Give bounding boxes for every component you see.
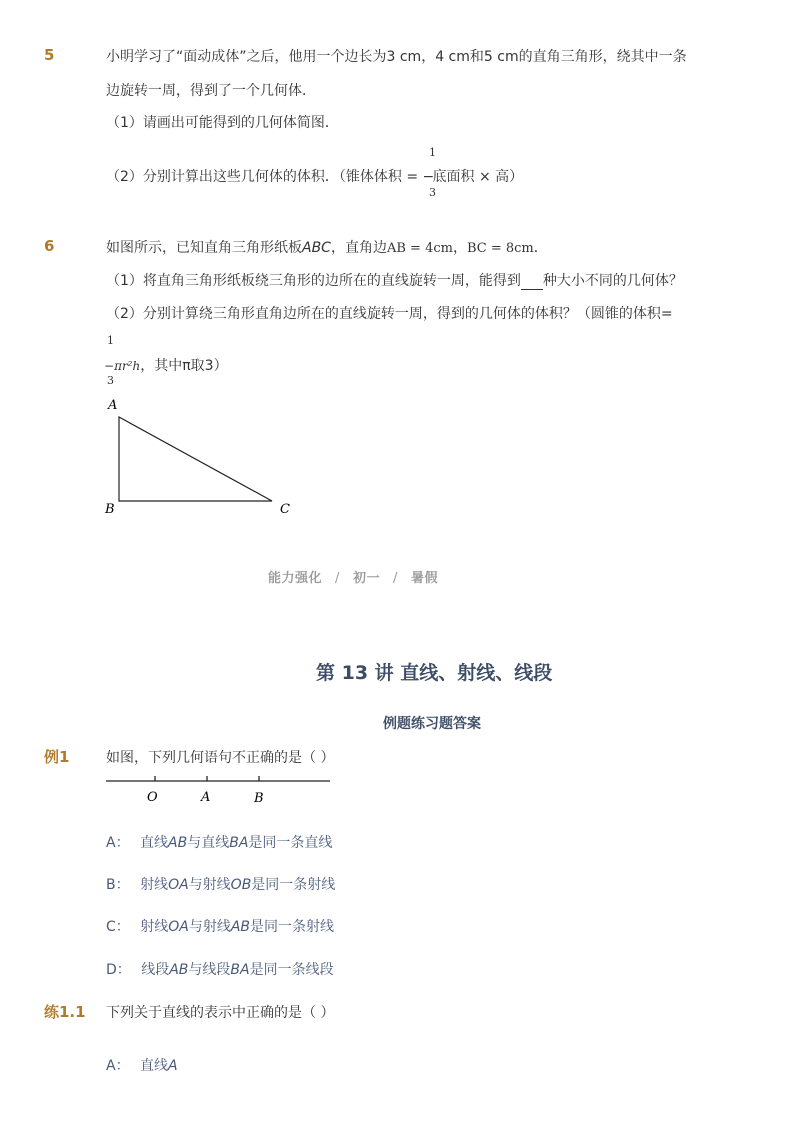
option-var: AB bbox=[230, 919, 251, 935]
option-text: 与线段 bbox=[188, 962, 231, 978]
page-footer bbox=[268, 567, 438, 586]
q6-formula-numerator: 1 bbox=[107, 334, 114, 347]
q6-line1-sep: ， bbox=[452, 240, 467, 256]
option-var: OA bbox=[168, 877, 189, 893]
option-var: BA bbox=[229, 835, 249, 851]
point-label-o: O bbox=[147, 790, 158, 805]
q6-line1 bbox=[106, 237, 548, 257]
pr11-option-a[interactable] bbox=[106, 1055, 178, 1075]
option-text: 是同一条射线 bbox=[250, 919, 335, 935]
q6-line1-pre: 如图所示，已知直角三角形纸板 bbox=[106, 240, 302, 256]
lecture-title: 第 13 讲 直线、射线、线段 bbox=[316, 662, 553, 684]
option-var: AB bbox=[169, 962, 189, 978]
option-var: OA bbox=[168, 919, 189, 935]
q6-formula-denominator: 3 bbox=[107, 374, 114, 387]
q5-frac-numerator: 1 bbox=[429, 146, 436, 159]
q5-part2-pre: （2）分别计算出这些几何体的体积．（锥体体积 = bbox=[106, 169, 423, 185]
q5-part2-post: 底面积 × 高） bbox=[432, 169, 524, 185]
ex1-question: 如图，下列几何语句不正确的是（ ） bbox=[106, 750, 335, 766]
option-text: 直线 bbox=[140, 835, 169, 851]
option-text: 与射线 bbox=[188, 919, 231, 935]
lecture-subtitle: 例题练习题答案 bbox=[383, 716, 481, 732]
option-text: 是同一条线段 bbox=[249, 962, 334, 978]
vertex-label-b: B bbox=[105, 502, 115, 517]
q6-part1 bbox=[106, 270, 683, 290]
footer-term: 暑假 bbox=[410, 571, 438, 586]
option-text: 与直线 bbox=[187, 835, 230, 851]
answer-blank bbox=[521, 275, 543, 290]
footer-subject: 能力强化 bbox=[268, 571, 323, 586]
practice-number-1-1: 练1.1 bbox=[44, 1003, 86, 1021]
q6-part1-pre: （1）将直角三角形纸板绕三角形的边所在的直线旋转一周，能得到 bbox=[106, 273, 521, 289]
footer-separator: / bbox=[335, 571, 340, 586]
q5-part2: （2）分别计算出这些几何体的体积．（锥体体积 = −底面积 × 高） bbox=[106, 169, 524, 185]
option-text: 射线 bbox=[140, 919, 169, 935]
q6-part1-post: 种大小不同的几何体？ bbox=[542, 273, 683, 289]
option-var: BA bbox=[230, 962, 250, 978]
vertex-label-c: C bbox=[280, 502, 290, 517]
option-label: A： bbox=[106, 1058, 130, 1074]
option-text: 射线 bbox=[140, 877, 169, 893]
option-var: A bbox=[168, 1058, 178, 1074]
point-label-b: B bbox=[254, 791, 264, 806]
option-label: D： bbox=[106, 962, 131, 978]
q5-line1: 小明学习了“面动成体”之后，他用一个边长为3 cm，4 cm和5 cm的直角三角形，绕其中一条 bbox=[106, 49, 687, 65]
ex1-option-d[interactable] bbox=[106, 959, 334, 979]
q5-part1: （1）请画出可能得到的几何体简图． bbox=[106, 115, 339, 131]
q5-line2: 边旋转一周，得到了一个几何体． bbox=[106, 83, 316, 99]
option-text: 是同一条射线 bbox=[251, 877, 336, 893]
q6-formula: −πr²h，其中π取3） bbox=[104, 358, 228, 374]
q6-bc-length: BC = 8cm bbox=[466, 241, 534, 256]
pr11-question: 下列关于直线的表示中正确的是（ ） bbox=[106, 1005, 335, 1021]
ex1-option-b[interactable] bbox=[106, 874, 335, 894]
option-var: AB bbox=[168, 835, 188, 851]
vertex-label-a: A bbox=[108, 398, 118, 413]
option-text: 线段 bbox=[141, 962, 170, 978]
q6-line1-mid: ，直角边 bbox=[330, 240, 387, 256]
q6-line1-end: ． bbox=[533, 240, 548, 256]
ex1-option-c[interactable] bbox=[106, 916, 334, 936]
q6-formula-post: ，其中π取3） bbox=[140, 358, 228, 374]
option-text: 是同一条直线 bbox=[248, 835, 333, 851]
option-label: C： bbox=[106, 919, 130, 935]
example-number-1: 例1 bbox=[44, 748, 70, 766]
number-line-figure bbox=[100, 772, 340, 808]
triangle-abc bbox=[119, 417, 272, 501]
q6-formula-body: πr²h bbox=[114, 359, 141, 373]
q6-ab-length: AB = 4cm bbox=[386, 241, 453, 256]
question-number-5: 5 bbox=[44, 46, 55, 64]
footer-separator: / bbox=[393, 571, 398, 586]
point-label-a: A bbox=[201, 790, 211, 805]
ex1-option-a[interactable] bbox=[106, 832, 332, 852]
option-label: B： bbox=[106, 877, 130, 893]
option-text: 与射线 bbox=[188, 877, 231, 893]
option-text: 直线 bbox=[140, 1058, 169, 1074]
question-number-6: 6 bbox=[44, 237, 55, 255]
q5-frac-denominator: 3 bbox=[429, 186, 436, 199]
option-var: OB bbox=[230, 877, 252, 893]
option-label: A： bbox=[106, 835, 130, 851]
q6-part2: （2）分别计算绕三角形直角边所在的直线旋转一周，得到的几何体的体积？（圆锥的体积= bbox=[106, 306, 673, 322]
footer-grade: 初一 bbox=[352, 571, 380, 586]
q6-triangle-name: ABC bbox=[302, 240, 331, 256]
triangle-figure bbox=[100, 393, 300, 523]
